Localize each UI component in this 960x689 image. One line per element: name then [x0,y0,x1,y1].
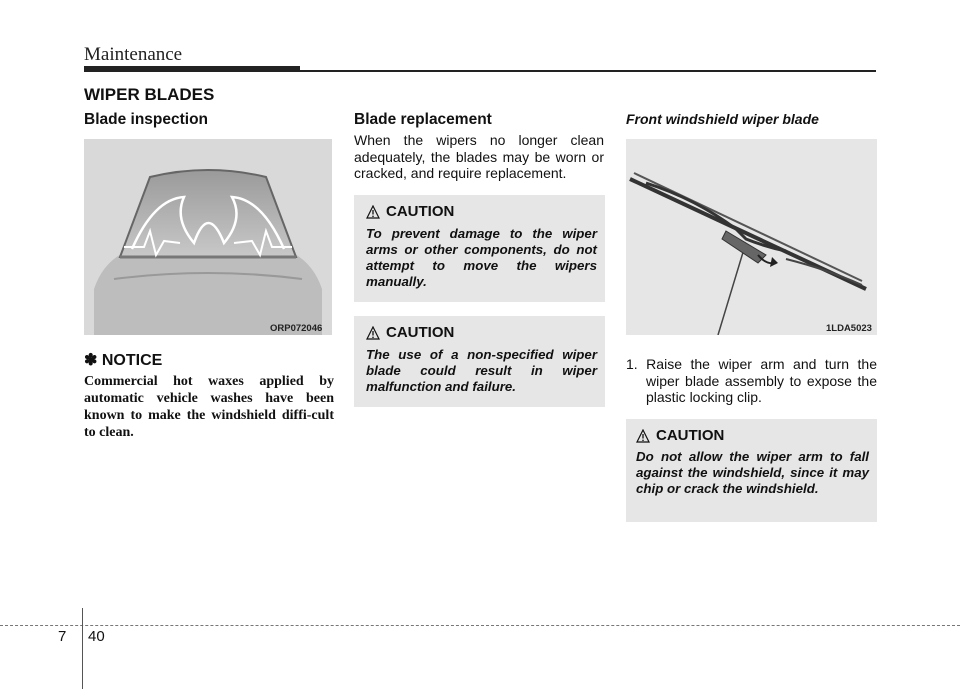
blade-replacement-heading: Blade replacement [354,111,492,128]
caution-header [636,427,869,444]
blade-inspection-heading: Blade inspection [84,111,209,128]
caution-box-3 [626,419,877,522]
wiper-blade-image [626,139,877,335]
caution-box-2 [354,316,605,407]
header-rule-thick [84,66,300,72]
front-wiper-heading: Front windshield wiper blade [626,111,819,127]
page-number: 40 [88,628,105,645]
section-title: WIPER BLADES [84,85,215,104]
caution-title: CAUTION [386,203,455,220]
footer-dashed-line [0,625,960,626]
chapter-number: 7 [58,628,67,645]
caution-text: To prevent damage to the wiper arms or other components, do not attempt to move the wipers manually. [366,226,597,289]
blade-replacement-text: When the wipers no longer clean adequately, the blades may be worn or cracked, and require replacement. [354,132,604,181]
wiper-blade-illustration [626,139,877,335]
image-code: 1LDA5023 [826,323,872,334]
car-windshield-illustration [84,139,332,335]
warning-triangle-icon [636,429,650,443]
image-code: ORP072046 [270,323,323,334]
warning-triangle-icon [366,205,380,219]
header-rule-thin [300,70,876,72]
notice-title: ✽ NOTICE [84,352,163,369]
caution-title: CAUTION [386,324,455,341]
warning-triangle-icon [366,326,380,340]
caution-box-1 [354,195,605,302]
caution-text: Do not allow the wiper arm to fall against the windshield, since it may chip or crack the windshield. [636,449,869,496]
caution-header [366,324,597,341]
caution-header [366,203,597,220]
header-title: Maintenance [84,44,183,65]
step-1-text: 1. Raise the wiper arm and turn the wiper blade assembly to expose the plastic locking clip. [626,356,877,405]
caution-text: The use of a non-specified wiper blade could result in wiper malfunction and failure. [366,347,597,394]
footer-vertical-line [82,608,83,689]
notice-text: Commercial hot waxes applied by automatic vehicle washes have been known to make the windshield diffi-cult to clean. [84,374,334,440]
car-windshield-image [84,139,332,335]
caution-title: CAUTION [656,427,725,444]
